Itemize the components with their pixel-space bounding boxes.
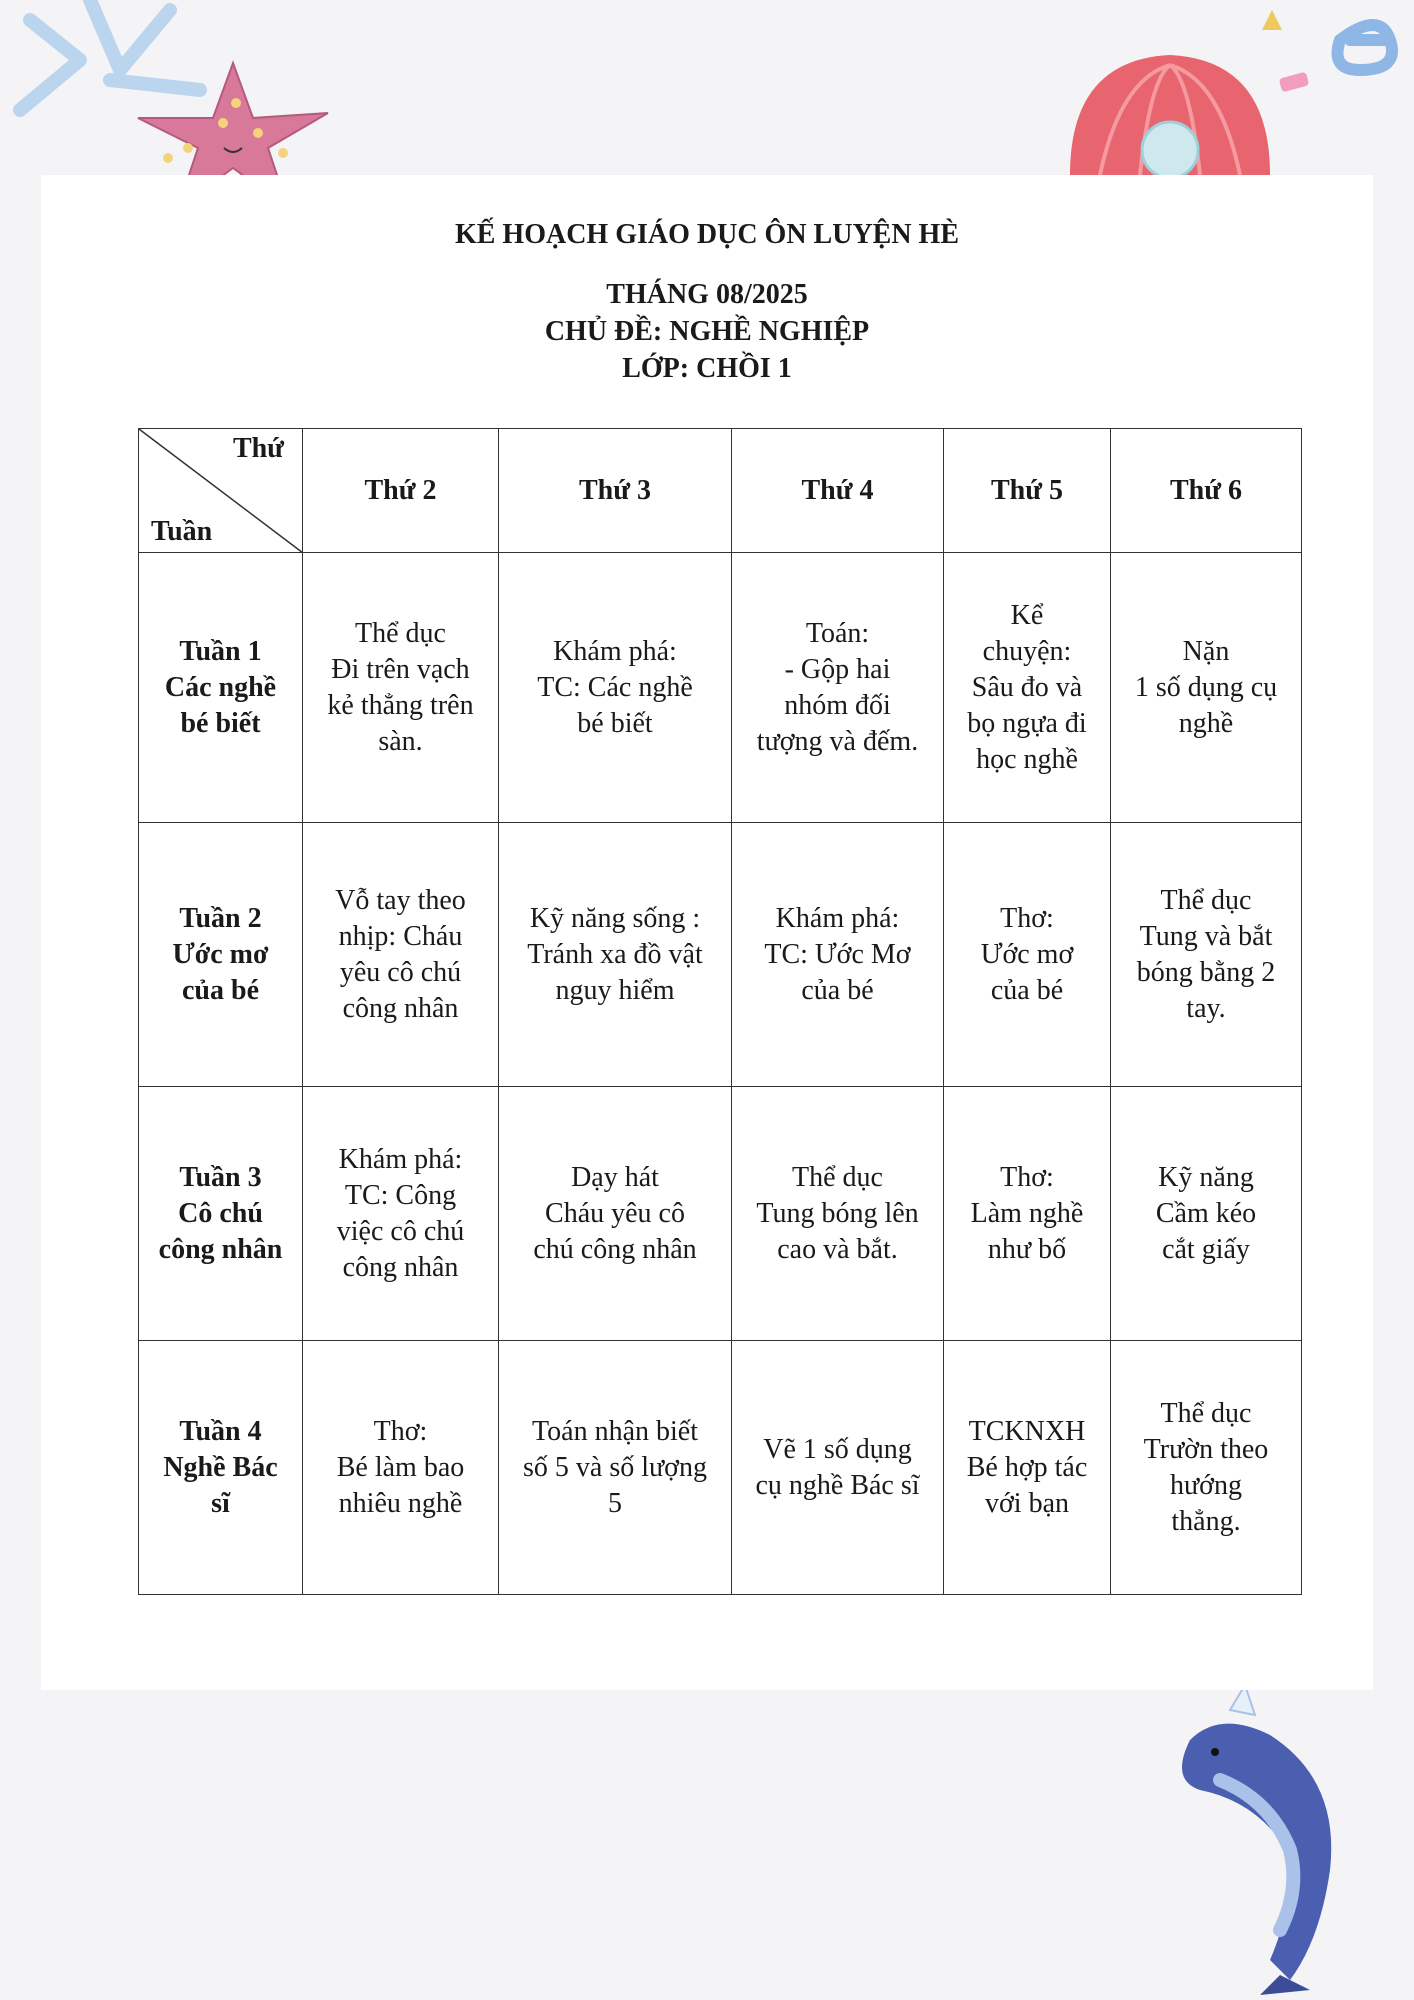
activity-text-line: Thể dục [792,1161,883,1193]
activity-text-line: TC: Ước Mơ [764,938,911,970]
activity-text-line: Đi trên vạch [331,653,470,685]
activity-text-line: Kể [1010,599,1044,631]
activity-text-line: Tung và bắt [1139,920,1273,952]
activity-text-line: bóng bằng 2 [1136,956,1276,988]
activity-text-line: với bạn [984,1487,1069,1519]
activity-text-line: Ước mơ [980,938,1074,970]
activity-text-line: Bé làm bao [336,1451,465,1483]
activity-text-line: Trườn theo [1143,1433,1269,1465]
activity-text-line: công nhân [342,1251,459,1283]
activity-text-line: Khám phá: [553,635,677,667]
activity-text-line: Khám phá: [338,1143,463,1175]
activity-text-line: Tránh xa đồ vật [527,938,703,970]
activity-text-line: học nghề [976,743,1078,775]
activity-cell [1111,1087,1302,1341]
activity-text-line: Tung bóng lên [756,1197,919,1229]
activity-cell [1111,553,1302,823]
activity-text-line: Thơ: [373,1415,428,1447]
table-row [139,553,1302,823]
activity-text-line: số 5 và số lượng [523,1451,707,1483]
activity-text-line: Sâu đo và [971,671,1083,703]
activity-text-line: yêu cô chú [339,956,462,988]
dolphin-icon [1160,1690,1380,2000]
activity-text-line: Thơ: [1000,1161,1054,1193]
activity-text-line: 1 số dụng cụ [1134,671,1278,703]
week-label-line: Cô chú [178,1197,263,1229]
table-row [139,1341,1302,1595]
activity-text-line: nghề [1178,707,1234,739]
activity-text-line: kẻ thẳng trên [327,689,474,721]
corner-label-day: Thứ [232,433,284,464]
activity-text-line: Thể dục [1160,1397,1252,1429]
activity-cell [944,1341,1111,1595]
activity-text-line: Kỹ năng [1158,1161,1254,1193]
activity-text-line: cắt giấy [1162,1233,1250,1265]
activity-text-line: TC: Các nghề [537,671,693,703]
activity-text-line: Thể dục [1160,884,1252,916]
week-label-line: Các nghề [164,671,277,703]
activity-text-line: Dạy hát [571,1161,659,1193]
document-month: THÁNG 08/2025 [606,279,808,310]
activity-text-line: Toán: [805,617,870,649]
week-label-cell [139,1087,303,1341]
starfish-icon [128,58,348,178]
corner-header-cell [139,429,303,553]
week-label-line: Tuần 4 [179,1415,262,1447]
activity-cell [1111,823,1302,1087]
activity-text-line: sàn. [378,725,423,757]
week-label-cell [139,823,303,1087]
activity-text-line: của bé [990,974,1064,1006]
week-label-line: sĩ [211,1487,230,1519]
activity-text-line: hướng [1170,1469,1242,1501]
activity-text-line: Thơ: [1000,902,1054,934]
week-label-line: của bé [182,974,259,1006]
activity-cell [499,1087,732,1341]
week-label-line: Tuần 3 [179,1161,262,1193]
activity-text-line: Khám phá: [775,902,900,934]
activity-text-line: cao và bắt. [777,1233,898,1265]
lesson-plan-table [138,428,1302,1595]
week-label-line: bé biết [180,707,261,739]
activity-cell [499,553,732,823]
activity-text-line: công nhân [342,992,459,1024]
activity-text-line: Làm nghề [970,1197,1084,1229]
activity-cell [303,553,499,823]
activity-text-line: của bé [801,974,874,1006]
sparkle-decoration [1240,0,1414,110]
table-row [139,1087,1302,1341]
week-label-cell [139,553,303,823]
activity-text-line: nhóm đối [784,689,891,721]
document-title: KẾ HOẠCH GIÁO DỤC ÔN LUYỆN HÈ [454,219,960,250]
activity-cell [732,553,944,823]
activity-cell [944,823,1111,1087]
activity-text-line: bé biết [577,707,653,739]
activity-cell [944,1087,1111,1341]
day-header-cell: Thứ 2 [303,429,499,553]
activity-cell [732,823,944,1087]
activity-text-line: chú công nhân [533,1233,697,1265]
activity-cell [944,553,1111,823]
activity-text-line: nguy hiểm [555,974,675,1006]
activity-text-line: Cầm kéo [1155,1197,1257,1229]
week-label-line: Nghề Bác [163,1451,278,1483]
activity-text-line: TCKNXH [968,1415,1086,1447]
activity-text-line: 5 [608,1487,622,1519]
document-class: LỚP: CHỒI 1 [622,353,792,384]
activity-text-line: Nặn [1182,635,1230,667]
day-header-cell: Thứ 5 [944,429,1111,553]
activity-text-line: Thể dục [355,617,446,649]
activity-text-line: Cháu yêu cô [545,1197,685,1229]
week-label-cell [139,1341,303,1595]
activity-cell [499,1341,732,1595]
day-header-cell: Thứ 4 [732,429,944,553]
activity-text-line: nhiêu nghề [338,1487,463,1519]
activity-text-line: Vỗ tay theo [335,884,466,916]
activity-text-line: việc cô chú [336,1215,465,1247]
activity-text-line: Toán nhận biết [532,1415,698,1447]
activity-cell [1111,1341,1302,1595]
activity-text-line: TC: Công [344,1179,457,1211]
corner-label-week: Tuần [151,516,213,547]
document-topic: CHỦ ĐỀ: NGHỀ NGHIỆP [544,316,870,347]
week-label-line: Tuần 1 [179,635,262,667]
activity-cell [732,1087,944,1341]
week-label-line: Tuần 2 [179,902,262,934]
document-page [41,175,1373,1690]
activity-cell [499,823,732,1087]
activity-cell [732,1341,944,1595]
table-row [139,823,1302,1087]
week-label-line: công nhân [158,1233,283,1265]
week-label-line: Ước mơ [172,938,269,970]
activity-text-line: cụ nghề Bác sĩ [755,1469,920,1501]
activity-cell [303,823,499,1087]
activity-text-line: như bố [987,1233,1067,1265]
activity-text-line: chuyện: [982,635,1072,667]
activity-text-line: nhịp: Cháu [338,920,463,952]
activity-cell [303,1341,499,1595]
day-header-cell: Thứ 6 [1111,429,1302,553]
activity-text-line: Vẽ 1 số dụng [763,1433,912,1465]
day-header-cell: Thứ 3 [499,429,732,553]
activity-text-line: tượng và đếm. [756,725,919,757]
activity-text-line: thẳng. [1171,1505,1241,1537]
activity-text-line: tay. [1186,992,1226,1024]
activity-cell [303,1087,499,1341]
activity-text-line: bọ ngựa đi [967,707,1087,739]
activity-text-line: Kỹ năng sống : [529,902,701,934]
activity-text-line: - Gộp hai [784,653,891,685]
table-header-row [139,429,1302,553]
activity-text-line: Bé hợp tác [966,1451,1088,1483]
